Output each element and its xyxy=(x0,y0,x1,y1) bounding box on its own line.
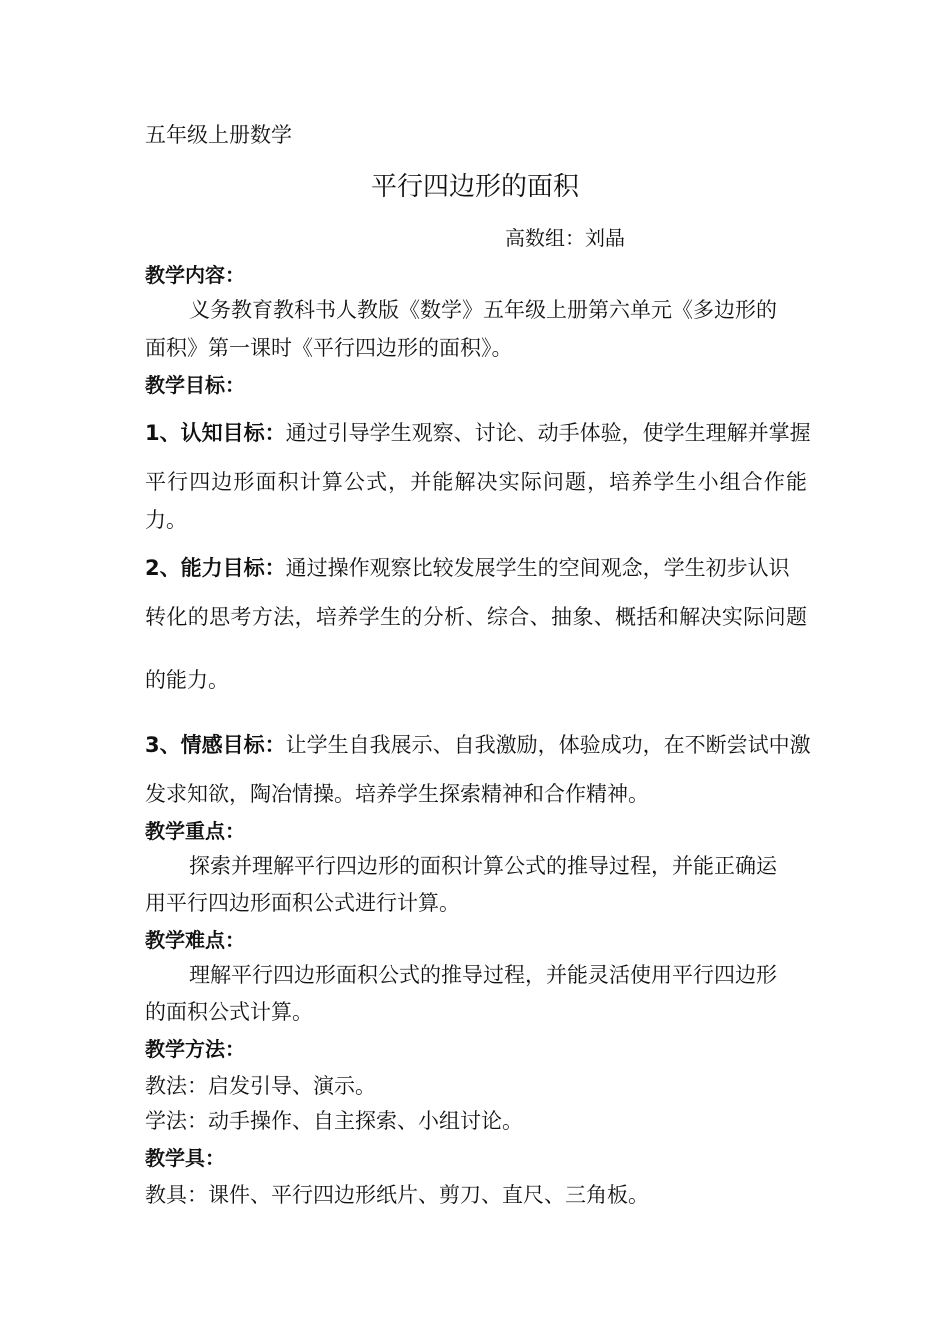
method-heading: 教学方法： xyxy=(145,1037,245,1061)
grade-subject: 五年级上册数学 xyxy=(145,123,292,147)
tools-text: 教具：课件、平行四边形纸片、剪刀、直尺、三角板。 xyxy=(145,1183,649,1207)
goal1-label: 1、认知目标： xyxy=(145,421,286,445)
goal2-line-3: 的能力。 xyxy=(145,668,229,692)
keypoint-line-1: 探索并理解平行四边形的面积计算公式的推导过程，并能正确运 xyxy=(189,854,777,878)
author-line: 高数组：刘晶 xyxy=(505,226,625,250)
goals-heading: 教学目标： xyxy=(145,373,245,397)
goal3-label: 3、情感目标： xyxy=(145,733,286,757)
difficulty-heading: 教学难点： xyxy=(145,928,245,952)
keypoint-line-2: 用平行四边形面积公式进行计算。 xyxy=(145,891,460,915)
goal2-line-2: 转化的思考方法，培养学生的分析、综合、抽象、概括和解决实际问题 xyxy=(145,605,807,629)
method-teach: 教法：启发引导、演示。 xyxy=(145,1074,376,1098)
goal2-label: 2、能力目标： xyxy=(145,556,286,580)
keypoint-heading: 教学重点： xyxy=(145,819,245,843)
goal1-text-1: 通过引导学生观察、讨论、动手体验，使学生理解并掌握 xyxy=(285,421,811,445)
document-title: 平行四边形的面积 xyxy=(370,172,579,202)
goal3-line-2: 发求知欲，陶冶情操。培养学生探索精神和合作精神。 xyxy=(145,782,649,806)
goal1-line-1 xyxy=(145,419,811,447)
difficulty-line-1: 理解平行四边形面积公式的推导过程，并能灵活使用平行四边形 xyxy=(189,963,777,987)
method-learn: 学法：动手操作、自主探索、小组讨论。 xyxy=(145,1109,523,1133)
tools-heading: 教学具： xyxy=(145,1146,225,1170)
goal1-line-3: 力。 xyxy=(145,508,187,532)
goal3-text-1: 让学生自我展示、自我激励，体验成功，在不断尝试中激 xyxy=(285,733,811,757)
content-line-2: 面积》第一课时《平行四边形的面积》。 xyxy=(145,336,513,360)
content-line-1: 义务教育教科书人教版《数学》五年级上册第六单元《多边形的 xyxy=(189,298,777,322)
goal2-text-1: 通过操作观察比较发展学生的空间观念，学生初步认识 xyxy=(285,556,790,580)
content-heading: 教学内容： xyxy=(145,263,245,287)
difficulty-line-2: 的面积公式计算。 xyxy=(145,1000,313,1024)
goal2-line-1 xyxy=(145,554,790,582)
goal1-line-2: 平行四边形面积计算公式，并能解决实际问题，培养学生小组合作能 xyxy=(145,470,807,494)
goal3-line-1 xyxy=(145,731,811,759)
